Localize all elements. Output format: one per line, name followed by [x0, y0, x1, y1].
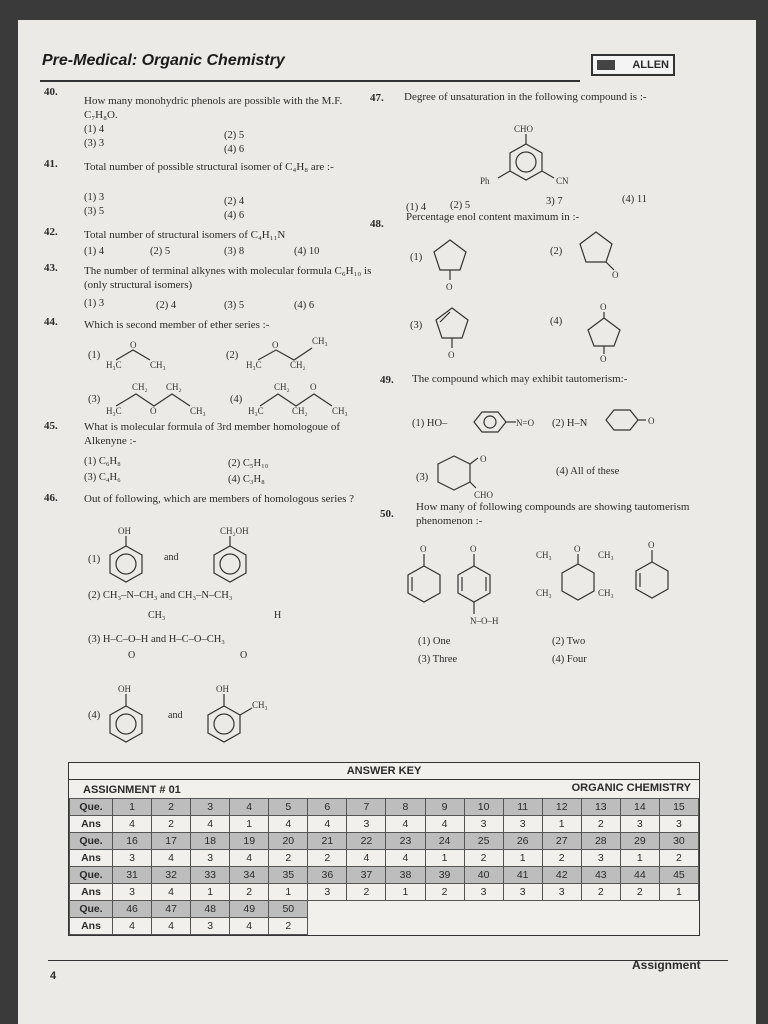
q45-number: 45. — [44, 420, 58, 432]
question-number-cell: 26 — [503, 833, 542, 850]
q46-phenol-structure — [106, 526, 156, 582]
question-number-cell: 25 — [464, 833, 503, 850]
answer-cell: 2 — [269, 918, 308, 935]
empty-cell — [659, 918, 698, 935]
q44-s1-ch3: CH₃ — [150, 360, 166, 370]
answer-cell: 3 — [113, 884, 152, 901]
q44-s4-ch2: CH₂ — [274, 382, 290, 392]
answer-cell: 2 — [308, 850, 347, 867]
q41-option-3: (3) 5 — [84, 206, 105, 217]
answer-question-row — [70, 833, 699, 850]
empty-cell — [308, 918, 347, 935]
q50-s2-o: O — [470, 544, 477, 554]
q43-option-4: (4) 6 — [294, 300, 315, 311]
q41-number: 41. — [44, 158, 58, 170]
answer-value-row — [70, 850, 699, 867]
answer-cell: 2 — [620, 884, 659, 901]
answer-cell: 4 — [152, 918, 191, 935]
question-number-cell: 30 — [659, 833, 698, 850]
empty-cell — [620, 918, 659, 935]
q43-option-2: (2) 4 — [156, 300, 177, 311]
q44-s4-o: O — [310, 382, 317, 392]
question-number-cell: 22 — [347, 833, 386, 850]
answer-cell: 4 — [386, 850, 425, 867]
question-label-cell: Que. — [70, 833, 113, 850]
answer-cell: 3 — [503, 884, 542, 901]
answer-cell: 3 — [542, 884, 581, 901]
answer-value-row — [70, 884, 699, 901]
question-number-cell: 18 — [191, 833, 230, 850]
answer-cell: 4 — [347, 850, 386, 867]
question-number-cell: 3 — [191, 799, 230, 816]
answer-cell: 1 — [191, 884, 230, 901]
question-number-cell: 12 — [542, 799, 581, 816]
answer-cell: 2 — [581, 884, 620, 901]
q49-option-3: (3) — [416, 472, 429, 483]
q44-structure-1 — [106, 338, 176, 368]
q46-o3-o1: O — [128, 650, 136, 661]
answer-value-row — [70, 918, 699, 935]
q44-s4-ch3: CH₃ — [332, 406, 348, 416]
answer-label-cell: Ans — [70, 850, 113, 867]
q47-cn: CN — [556, 176, 569, 186]
empty-cell — [542, 901, 581, 918]
empty-cell — [659, 901, 698, 918]
empty-cell — [503, 901, 542, 918]
answer-cell: 1 — [659, 884, 698, 901]
empty-cell — [581, 918, 620, 935]
q50-option-2: (2) Two — [552, 636, 586, 647]
answer-cell: 3 — [191, 850, 230, 867]
question-number-cell: 17 — [152, 833, 191, 850]
question-number-cell: 34 — [230, 867, 269, 884]
answer-key-subheader — [69, 780, 699, 798]
q46-option-3: (3) H–C–O–H and H–C–O–CH₃ — [88, 634, 225, 645]
q44-s3-ch2: CH₂ — [132, 382, 148, 392]
question-number-cell: 19 — [230, 833, 269, 850]
answer-cell: 2 — [464, 850, 503, 867]
question-number-cell: 36 — [308, 867, 347, 884]
q46-text: Out of following, which are members of homologous series ? — [84, 493, 355, 505]
q47-option-3: 3) 7 — [546, 196, 563, 207]
question-number-cell: 49 — [230, 901, 269, 918]
q49-option-2: (2) H–N — [552, 418, 588, 429]
q46-phenol-structure-b — [108, 684, 148, 744]
q44-s2-ch2: CH₂ — [290, 360, 306, 370]
q46-s1b-ch2oh: CH₂OH — [220, 526, 249, 536]
question-number-cell: 8 — [386, 799, 425, 816]
q49-s3-cho: CHO — [474, 490, 494, 500]
answer-cell: 1 — [230, 816, 269, 833]
q49-cyclohexanone-structure — [434, 452, 514, 498]
question-number-cell: 13 — [581, 799, 620, 816]
q50-number: 50. — [380, 508, 394, 520]
q48-cyclopentanone-structure — [430, 234, 470, 290]
answer-cell: 4 — [425, 816, 464, 833]
q40-option-4: (4) 6 — [224, 144, 245, 155]
answer-cell: 1 — [269, 884, 308, 901]
logo-text: ALLEN — [632, 59, 669, 71]
q46-benzyl-alcohol-structure — [214, 526, 274, 582]
question-number-cell: 37 — [347, 867, 386, 884]
q44-s3-ch3: CH₃ — [190, 406, 206, 416]
empty-cell — [347, 901, 386, 918]
q44-option-2: (2) — [226, 350, 239, 361]
q42-option-2: (2) 5 — [150, 246, 171, 257]
q41-option-2: (2) 4 — [224, 196, 245, 207]
q46-o2-h: H — [274, 610, 282, 621]
q47-option-2: (2) 5 — [450, 200, 471, 211]
q44-structure-2 — [246, 332, 346, 368]
q49-s3-o: O — [480, 454, 487, 464]
question-number-cell: 31 — [113, 867, 152, 884]
answer-cell: 4 — [152, 850, 191, 867]
q40-option-1: (1) 4 — [84, 124, 105, 135]
answer-cell: 2 — [269, 850, 308, 867]
answer-cell: 3 — [464, 884, 503, 901]
q50-option-3: (3) Three — [418, 654, 458, 665]
q50-option-1: (1) One — [418, 636, 451, 647]
q45-option-1: (1) C₆H₈ — [84, 456, 121, 467]
answer-cell: 2 — [542, 850, 581, 867]
q45-text: What is molecular formula of 3rd member homologoue of Alkenyne :- — [84, 421, 340, 447]
q48-text: Percentage enol content maximum in :- — [406, 211, 580, 223]
q47-text: Degree of unsaturation in the following compound is :- — [404, 91, 647, 103]
q48-s4-o1: O — [600, 302, 607, 312]
question-number-cell: 44 — [620, 867, 659, 884]
answer-cell: 3 — [191, 918, 230, 935]
q48-dione-structure — [584, 302, 624, 362]
q43-number: 43. — [44, 262, 58, 274]
answer-cell: 2 — [152, 816, 191, 833]
q46-cresol-structure — [206, 684, 286, 744]
empty-cell — [620, 901, 659, 918]
answer-cell: 2 — [581, 816, 620, 833]
q44-option-1: (1) — [88, 350, 101, 361]
q42-option-3: (3) 8 — [224, 246, 245, 257]
answer-cell: 3 — [464, 816, 503, 833]
q43-option-3: (3) 5 — [224, 300, 245, 311]
q48-s3-o: O — [448, 350, 455, 360]
q50-s3-ch3d: CH₃ — [598, 588, 614, 598]
q46-number: 46. — [44, 492, 58, 504]
worksheet-page — [18, 20, 756, 1024]
q44-option-4: (4) — [230, 394, 243, 405]
answer-cell: 3 — [581, 850, 620, 867]
q44-s3-o: O — [150, 406, 157, 416]
answer-cell: 3 — [620, 816, 659, 833]
answer-question-row — [70, 867, 699, 884]
q42-text: Total number of structural isomers of C₄H₁₁N — [84, 229, 286, 241]
empty-cell — [542, 918, 581, 935]
q44-structure-3 — [106, 380, 206, 414]
answer-cell: 2 — [659, 850, 698, 867]
q49-option-4: (4) All of these — [556, 466, 620, 477]
q46-s1-oh: OH — [118, 526, 131, 536]
question-number-cell: 14 — [620, 799, 659, 816]
question-number-cell: 47 — [152, 901, 191, 918]
q40-number: 40. — [44, 86, 58, 98]
q46-option-4: (4) — [88, 710, 101, 721]
q41-text: Total number of possible structural isomer of C₄H₈ are :- — [84, 161, 334, 173]
question-number-cell: 27 — [542, 833, 581, 850]
page-title: Pre-Medical: Organic Chemistry — [42, 52, 285, 69]
answer-cell: 1 — [503, 850, 542, 867]
q44-text: Which is second member of ether series :- — [84, 319, 270, 331]
answer-cell: 4 — [152, 884, 191, 901]
q50-s3-ch3b: CH₃ — [598, 550, 614, 560]
empty-cell — [464, 901, 503, 918]
empty-cell — [347, 918, 386, 935]
q45-option-3: (3) C₄H₆ — [84, 472, 121, 483]
answer-cell: 3 — [308, 884, 347, 901]
q42-number: 42. — [44, 226, 58, 238]
answer-cell: 1 — [425, 850, 464, 867]
answer-cell: 3 — [659, 816, 698, 833]
q46-and-2: and — [168, 710, 183, 721]
q44-s4-h3c: H₃C — [248, 406, 264, 416]
q46-o2-ch3: CH₃ — [148, 610, 166, 621]
question-number-cell: 24 — [425, 833, 464, 850]
q50-s2-noh: N–O–H — [470, 616, 499, 626]
answer-cell: 1 — [386, 884, 425, 901]
empty-cell — [464, 918, 503, 935]
answer-cell: 1 — [542, 816, 581, 833]
question-number-cell: 11 — [503, 799, 542, 816]
q43-option-1: (1) 3 — [84, 298, 105, 309]
question-number-cell: 45 — [659, 867, 698, 884]
q44-s3-h3c: H₃C — [106, 406, 122, 416]
q40-option-3: (3) 3 — [84, 138, 105, 149]
q44-s4-ch2b: CH₂ — [292, 406, 308, 416]
q44-structure-4 — [248, 380, 358, 414]
empty-cell — [425, 918, 464, 935]
q48-cyclopentenone-structure — [432, 302, 472, 360]
question-number-cell: 16 — [113, 833, 152, 850]
answer-label-cell: Ans — [70, 816, 113, 833]
header-rule — [40, 80, 580, 82]
q45-option-2: (2) C₅H₁₀ — [228, 458, 269, 469]
q50-s3-ch3c: CH₃ — [536, 588, 552, 598]
q46-and-1: and — [164, 552, 179, 563]
question-number-cell: 29 — [620, 833, 659, 850]
question-label-cell: Que. — [70, 901, 113, 918]
answer-cell: 1 — [620, 850, 659, 867]
q44-s2-o: O — [272, 340, 279, 350]
q49-text: The compound which may exhibit tautomerism:- — [412, 373, 628, 385]
q48-number: 48. — [370, 218, 384, 230]
question-number-cell: 4 — [230, 799, 269, 816]
q48-option-1: (1) — [410, 252, 423, 263]
footer-rule — [48, 960, 728, 961]
question-number-cell: 2 — [152, 799, 191, 816]
q50-text: How many of following compounds are showing tautomerism phenomenon :- — [416, 501, 690, 527]
q50-s1-o: O — [420, 544, 427, 554]
footer-label: Assignment — [632, 958, 701, 972]
page-number: 4 — [50, 970, 57, 982]
question-number-cell: 50 — [269, 901, 308, 918]
answer-label-cell: Ans — [70, 884, 113, 901]
answer-table — [69, 798, 699, 935]
question-number-cell: 6 — [308, 799, 347, 816]
q42-option-1: (1) 4 — [84, 246, 105, 257]
q49-number: 49. — [380, 374, 394, 386]
q40-option-2: (2) 5 — [224, 130, 245, 141]
q47-structure — [480, 124, 600, 190]
question-number-cell: 41 — [503, 867, 542, 884]
empty-cell — [503, 918, 542, 935]
answer-cell: 4 — [113, 918, 152, 935]
q46-o3-o2: O — [240, 650, 248, 661]
question-number-cell: 39 — [425, 867, 464, 884]
empty-cell — [386, 901, 425, 918]
answer-cell: 4 — [113, 816, 152, 833]
question-number-cell: 10 — [464, 799, 503, 816]
q47-ph: Ph — [480, 176, 490, 186]
question-number-cell: 23 — [386, 833, 425, 850]
q49-s1-no: N=O — [516, 418, 535, 428]
q41-option-4: (4) 6 — [224, 210, 245, 221]
empty-cell — [425, 901, 464, 918]
q50-option-4: (4) Four — [552, 654, 587, 665]
q44-option-3: (3) — [88, 394, 101, 405]
empty-cell — [386, 918, 425, 935]
question-number-cell: 40 — [464, 867, 503, 884]
question-number-cell: 48 — [191, 901, 230, 918]
allen-logo — [591, 54, 675, 76]
question-number-cell: 21 — [308, 833, 347, 850]
q44-s3-ch2b: CH₂ — [166, 382, 182, 392]
q44-s2-h3c: H₃C — [246, 360, 262, 370]
answer-question-row — [70, 901, 699, 918]
question-number-cell: 43 — [581, 867, 620, 884]
answer-key — [68, 762, 700, 936]
answer-cell: 4 — [386, 816, 425, 833]
q44-s1-o: O — [130, 340, 137, 350]
q50-s3-ch3a: CH₃ — [536, 550, 552, 560]
q46-option-1: (1) — [88, 554, 101, 565]
answer-label-cell: Ans — [70, 918, 113, 935]
q48-option-2: (2) — [550, 246, 563, 257]
answer-cell: 4 — [308, 816, 347, 833]
q47-option-4: (4) 11 — [622, 194, 647, 205]
q49-s2-o: O — [648, 416, 655, 426]
question-number-cell: 15 — [659, 799, 698, 816]
answer-cell: 2 — [425, 884, 464, 901]
q48-s4-o2: O — [600, 354, 607, 364]
q50-s4-o: O — [648, 540, 655, 550]
logo-mark-icon — [597, 60, 615, 70]
answer-cell: 3 — [347, 816, 386, 833]
question-label-cell: Que. — [70, 799, 113, 816]
q44-s1-h3c: H₃C — [106, 360, 122, 370]
q48-option-3: (3) — [410, 320, 423, 331]
q48-s1-o: O — [446, 282, 453, 292]
q44-number: 44. — [44, 316, 58, 328]
question-number-cell: 28 — [581, 833, 620, 850]
q46-option-2: (2) CH₃–N–CH₃ and CH₃–N–CH₃ — [88, 590, 233, 601]
answer-cell: 4 — [230, 850, 269, 867]
q49-quinoneimine-structure — [598, 406, 668, 436]
answer-value-row — [70, 816, 699, 833]
q49-nitrosophenol-structure — [466, 408, 556, 438]
answer-cell: 4 — [191, 816, 230, 833]
q50-s3-o: O — [574, 544, 581, 554]
empty-cell — [581, 901, 620, 918]
q47-number: 47. — [370, 92, 384, 104]
q46-s4b-ch3: CH₃ — [252, 700, 268, 710]
question-label-cell: Que. — [70, 867, 113, 884]
q45-option-4: (4) C₃H₈ — [228, 474, 265, 485]
question-number-cell: 33 — [191, 867, 230, 884]
q43-text: The number of terminal alkynes with molecular formula C₆H₁₀ is (only structural isomers) — [84, 265, 372, 291]
q46-s4b-oh: OH — [216, 684, 229, 694]
q47-cho: CHO — [514, 124, 534, 134]
question-number-cell: 35 — [269, 867, 308, 884]
answer-key-title: ANSWER KEY — [69, 763, 699, 780]
question-number-cell: 5 — [269, 799, 308, 816]
question-number-cell: 46 — [113, 901, 152, 918]
empty-cell — [308, 901, 347, 918]
question-number-cell: 38 — [386, 867, 425, 884]
q44-s2-ch3: CH₃ — [312, 336, 328, 346]
question-number-cell: 32 — [152, 867, 191, 884]
q48-option-4: (4) — [550, 316, 563, 327]
q48-s2-o: O — [612, 270, 619, 280]
answer-cell: 3 — [503, 816, 542, 833]
q42-option-4: (4) 10 — [294, 246, 320, 257]
assignment-label: ASSIGNMENT # 01 — [83, 784, 181, 796]
q48-lactone-structure — [576, 226, 626, 282]
q50-structures — [396, 540, 696, 634]
answer-cell: 4 — [269, 816, 308, 833]
answer-cell: 2 — [347, 884, 386, 901]
question-number-cell: 7 — [347, 799, 386, 816]
answer-cell: 2 — [230, 884, 269, 901]
answer-cell: 3 — [113, 850, 152, 867]
answer-cell: 4 — [230, 918, 269, 935]
q46-s4-oh: OH — [118, 684, 131, 694]
question-number-cell: 42 — [542, 867, 581, 884]
q40-text: How many monohydric phenols are possible with the M.F. C₇H₈O. — [84, 95, 343, 121]
answer-question-row — [70, 799, 699, 816]
subject-label: ORGANIC CHEMISTRY — [571, 782, 691, 794]
question-number-cell: 20 — [269, 833, 308, 850]
q47-option-1: (1) 4 — [406, 202, 427, 213]
q41-option-1: (1) 3 — [84, 192, 105, 203]
question-number-cell: 1 — [113, 799, 152, 816]
question-number-cell: 9 — [425, 799, 464, 816]
q49-option-1: (1) HO– — [412, 418, 448, 429]
